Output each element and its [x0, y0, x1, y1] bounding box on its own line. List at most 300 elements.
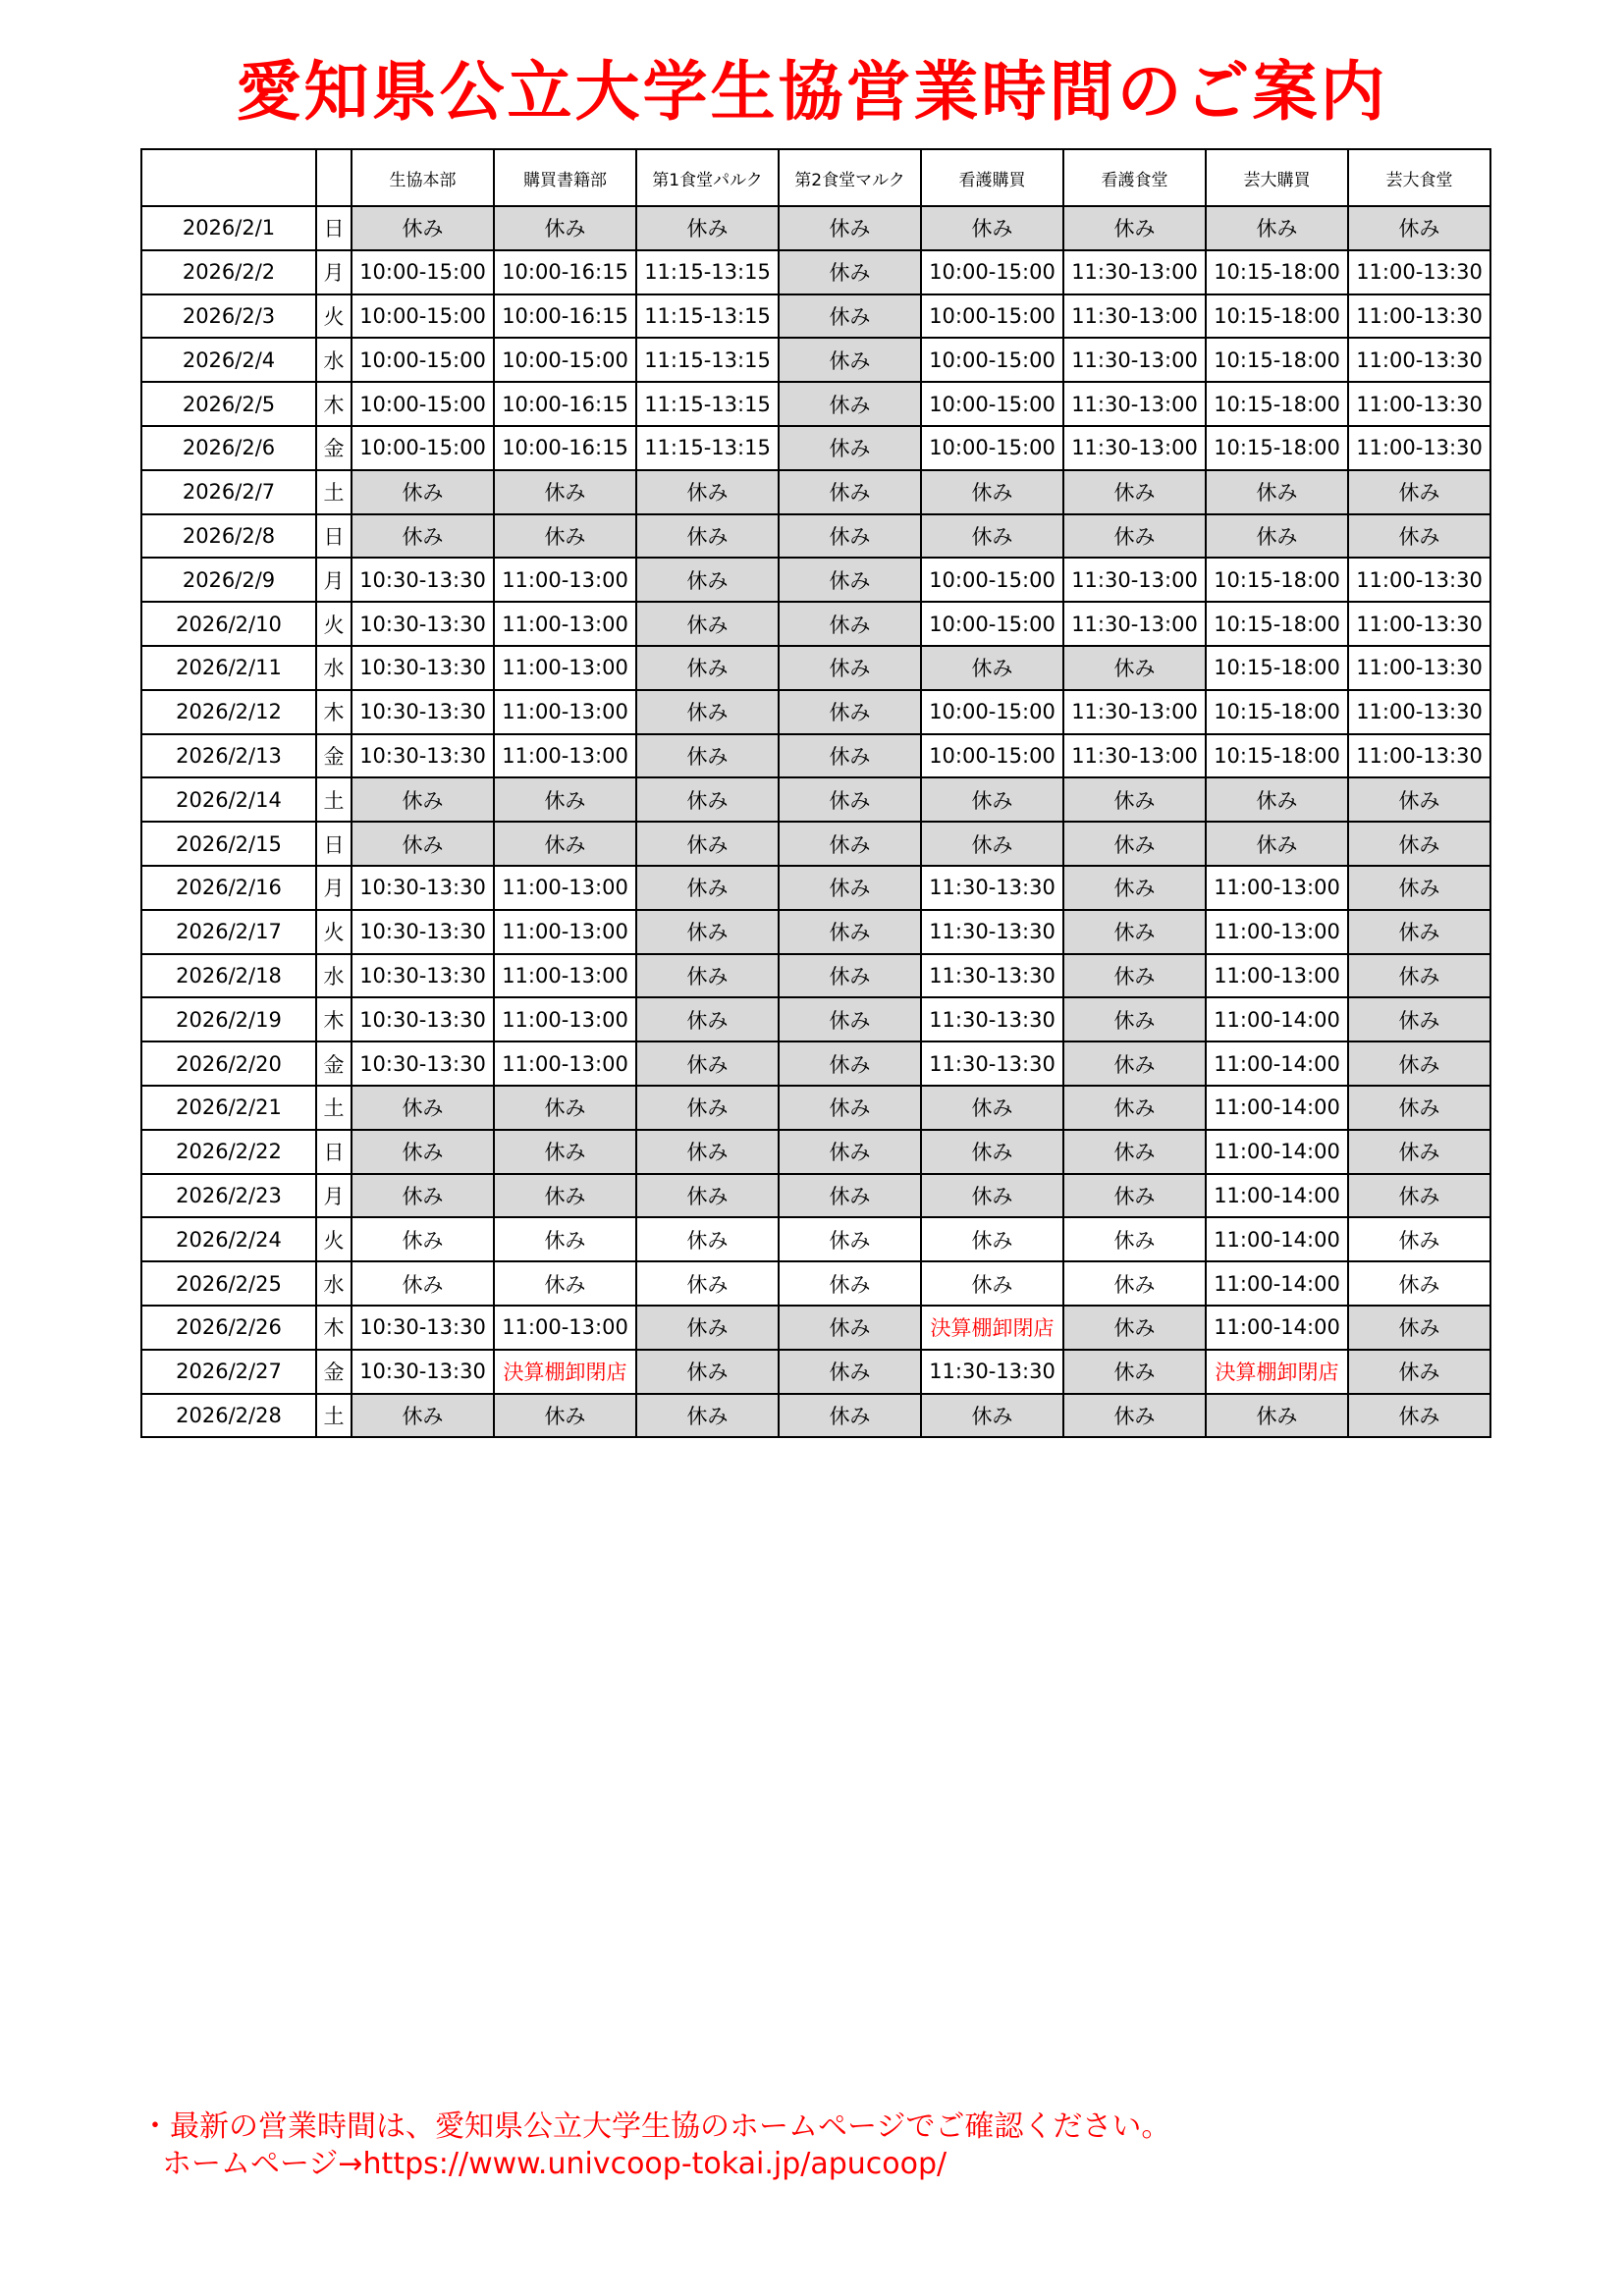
hours-cell: 11:30-13:00 [1063, 294, 1206, 339]
table-row [141, 294, 1490, 339]
hours-cell: 休み [636, 1394, 779, 1438]
hours-cell: 11:00-14:00 [1206, 1086, 1348, 1130]
hours-cell: 11:00-13:00 [494, 866, 636, 910]
hours-cell: 休み [779, 1217, 921, 1261]
hours-cell: 11:15-13:15 [636, 294, 779, 339]
hours-cell: 休み [779, 1394, 921, 1438]
table-row [141, 997, 1490, 1041]
weekday-cell: 土 [316, 1086, 352, 1130]
hours-cell: 10:30-13:30 [352, 1306, 494, 1350]
date-cell: 2026/2/9 [141, 558, 316, 602]
hours-cell: 10:30-13:30 [352, 954, 494, 998]
weekday-cell: 日 [316, 206, 352, 250]
table-row [141, 206, 1490, 250]
hours-cell: 11:15-13:15 [636, 382, 779, 426]
hours-cell: 休み [779, 822, 921, 866]
table-row [141, 1174, 1490, 1218]
hours-cell: 11:00-13:30 [1348, 690, 1490, 734]
hours-cell: 休み [1063, 1217, 1206, 1261]
table-row [141, 777, 1490, 822]
weekday-cell: 金 [316, 734, 352, 778]
date-cell: 2026/2/5 [141, 382, 316, 426]
hours-cell: 休み [779, 1350, 921, 1394]
hours-cell: 休み [636, 206, 779, 250]
hours-cell: 10:00-15:00 [352, 294, 494, 339]
hours-cell: 休み [779, 558, 921, 602]
date-cell: 2026/2/19 [141, 997, 316, 1041]
table-row [141, 558, 1490, 602]
hours-cell: 11:00-13:00 [1206, 954, 1348, 998]
hours-cell: 休み [494, 822, 636, 866]
hours-cell: 10:15-18:00 [1206, 690, 1348, 734]
hours-cell: 休み [636, 1174, 779, 1218]
hours-cell: 休み [1063, 1041, 1206, 1086]
hours-cell: 休み [1206, 1394, 1348, 1438]
hours-cell: 休み [779, 1174, 921, 1218]
hours-cell: 10:15-18:00 [1206, 734, 1348, 778]
hours-cell: 11:00-13:00 [494, 997, 636, 1041]
date-cell: 2026/2/11 [141, 646, 316, 690]
hours-cell: 11:00-13:00 [494, 910, 636, 954]
weekday-cell: 水 [316, 338, 352, 382]
table-row [141, 470, 1490, 514]
hours-cell: 休み [352, 1217, 494, 1261]
hours-cell: 休み [352, 1174, 494, 1218]
hours-cell: 休み [921, 206, 1063, 250]
hours-cell: 10:30-13:30 [352, 602, 494, 646]
table-row [141, 646, 1490, 690]
hours-cell: 10:30-13:30 [352, 734, 494, 778]
hours-cell: 11:30-13:30 [921, 997, 1063, 1041]
column-header: 看護購買 [921, 149, 1063, 206]
hours-cell: 10:00-15:00 [921, 734, 1063, 778]
hours-cell: 決算棚卸閉店 [494, 1350, 636, 1394]
date-cell: 2026/2/17 [141, 910, 316, 954]
hours-cell: 10:00-15:00 [352, 250, 494, 294]
date-cell: 2026/2/12 [141, 690, 316, 734]
hours-cell: 10:00-15:00 [921, 382, 1063, 426]
schedule-table [140, 148, 1491, 1438]
hours-cell: 休み [494, 1217, 636, 1261]
hours-cell: 休み [1063, 997, 1206, 1041]
weekday-cell: 火 [316, 294, 352, 339]
hours-cell: 休み [921, 1174, 1063, 1218]
date-cell: 2026/2/21 [141, 1086, 316, 1130]
hours-cell: 休み [494, 514, 636, 559]
hours-cell: 11:30-13:30 [921, 1350, 1063, 1394]
hours-cell: 11:00-13:30 [1348, 734, 1490, 778]
hours-cell: 休み [636, 954, 779, 998]
weekday-cell: 日 [316, 514, 352, 559]
hours-cell: 10:00-16:15 [494, 426, 636, 470]
hours-cell: 11:00-14:00 [1206, 1261, 1348, 1306]
hours-cell: 休み [779, 1041, 921, 1086]
hours-cell: 休み [1063, 1086, 1206, 1130]
hours-cell: 休み [779, 1086, 921, 1130]
weekday-cell: 火 [316, 602, 352, 646]
hours-cell: 休み [779, 338, 921, 382]
table-row [141, 1217, 1490, 1261]
hours-cell: 10:00-15:00 [921, 602, 1063, 646]
date-cell: 2026/2/13 [141, 734, 316, 778]
hours-cell: 11:00-14:00 [1206, 1041, 1348, 1086]
hours-cell: 休み [494, 206, 636, 250]
hours-cell: 11:00-13:30 [1348, 294, 1490, 339]
weekday-cell: 木 [316, 382, 352, 426]
hours-cell: 休み [779, 382, 921, 426]
hours-cell: 休み [779, 206, 921, 250]
hours-cell: 11:00-13:30 [1348, 426, 1490, 470]
hours-cell: 休み [1348, 1041, 1490, 1086]
hours-cell: 休み [636, 777, 779, 822]
hours-cell: 11:00-14:00 [1206, 997, 1348, 1041]
hours-cell: 10:00-15:00 [494, 338, 636, 382]
hours-cell: 決算棚卸閉店 [1206, 1350, 1348, 1394]
column-header: 生協本部 [352, 149, 494, 206]
hours-cell: 11:30-13:00 [1063, 602, 1206, 646]
hours-cell: 休み [1063, 1350, 1206, 1394]
weekday-cell: 金 [316, 426, 352, 470]
hours-cell: 11:00-13:30 [1348, 250, 1490, 294]
hours-cell: 10:30-13:30 [352, 690, 494, 734]
hours-cell: 10:00-15:00 [352, 382, 494, 426]
hours-cell: 11:30-13:00 [1063, 734, 1206, 778]
date-cell: 2026/2/1 [141, 206, 316, 250]
hours-cell: 休み [779, 1130, 921, 1174]
hours-cell: 休み [921, 1261, 1063, 1306]
weekday-cell: 木 [316, 1306, 352, 1350]
hours-cell: 休み [494, 470, 636, 514]
footer-line-1: ・最新の営業時間は、愛知県公立大学生協のホームページでご確認ください。 [140, 2109, 1171, 2144]
hours-cell: 休み [779, 1306, 921, 1350]
hours-cell: 休み [352, 514, 494, 559]
hours-cell: 10:15-18:00 [1206, 294, 1348, 339]
hours-cell: 10:15-18:00 [1206, 426, 1348, 470]
table-row [141, 1394, 1490, 1438]
date-cell: 2026/2/3 [141, 294, 316, 339]
hours-cell: 休み [1063, 1261, 1206, 1306]
hours-cell: 11:30-13:30 [921, 1041, 1063, 1086]
page-title: 愛知県公立大学生協営業時間のご案内 [236, 54, 1388, 130]
hours-cell: 休み [1348, 954, 1490, 998]
date-cell: 2026/2/2 [141, 250, 316, 294]
weekday-cell: 月 [316, 1174, 352, 1218]
hours-cell: 11:30-13:00 [1063, 426, 1206, 470]
hours-cell: 10:30-13:30 [352, 866, 494, 910]
date-cell: 2026/2/7 [141, 470, 316, 514]
hours-cell: 11:30-13:00 [1063, 338, 1206, 382]
hours-cell: 休み [1348, 1261, 1490, 1306]
hours-cell: 休み [636, 558, 779, 602]
hours-cell: 10:15-18:00 [1206, 602, 1348, 646]
hours-cell: 休み [1206, 470, 1348, 514]
date-cell: 2026/2/25 [141, 1261, 316, 1306]
hours-cell: 休み [352, 1086, 494, 1130]
hours-cell: 10:30-13:30 [352, 558, 494, 602]
date-cell: 2026/2/28 [141, 1394, 316, 1438]
hours-cell: 11:30-13:00 [1063, 558, 1206, 602]
hours-cell: 11:00-14:00 [1206, 1217, 1348, 1261]
hours-cell: 休み [636, 690, 779, 734]
hours-cell: 休み [1348, 910, 1490, 954]
hours-cell: 休み [1348, 206, 1490, 250]
hours-cell: 休み [1348, 997, 1490, 1041]
hours-cell: 休み [636, 1350, 779, 1394]
hours-cell: 10:15-18:00 [1206, 558, 1348, 602]
weekday-cell: 日 [316, 822, 352, 866]
hours-cell: 休み [779, 954, 921, 998]
hours-cell: 休み [1063, 646, 1206, 690]
hours-cell: 休み [1063, 1174, 1206, 1218]
hours-cell: 11:30-13:00 [1063, 250, 1206, 294]
hours-cell: 休み [636, 1217, 779, 1261]
table-row [141, 382, 1490, 426]
hours-cell: 休み [779, 294, 921, 339]
table-row [141, 1086, 1490, 1130]
hours-cell: 休み [1063, 1306, 1206, 1350]
hours-cell: 休み [921, 1217, 1063, 1261]
table-row [141, 1350, 1490, 1394]
hours-cell: 休み [779, 734, 921, 778]
hours-cell: 休み [352, 822, 494, 866]
hours-cell: 10:15-18:00 [1206, 646, 1348, 690]
hours-cell: 11:30-13:30 [921, 910, 1063, 954]
hours-cell: 休み [921, 1394, 1063, 1438]
hours-cell: 休み [779, 426, 921, 470]
weekday-cell: 木 [316, 997, 352, 1041]
hours-cell: 11:15-13:15 [636, 338, 779, 382]
hours-cell: 10:30-13:30 [352, 646, 494, 690]
date-cell: 2026/2/14 [141, 777, 316, 822]
hours-cell: 休み [779, 602, 921, 646]
hours-cell: 休み [494, 1261, 636, 1306]
hours-cell: 休み [1063, 1130, 1206, 1174]
hours-cell: 休み [352, 470, 494, 514]
hours-cell: 休み [921, 646, 1063, 690]
weekday-cell: 火 [316, 1217, 352, 1261]
hours-cell: 休み [1348, 1174, 1490, 1218]
hours-cell: 休み [352, 1130, 494, 1174]
table-row [141, 1041, 1490, 1086]
date-cell: 2026/2/26 [141, 1306, 316, 1350]
hours-cell: 11:30-13:30 [921, 954, 1063, 998]
hours-cell: 休み [1063, 514, 1206, 559]
hours-cell: 休み [1063, 910, 1206, 954]
hours-cell: 11:00-13:00 [494, 690, 636, 734]
weekday-cell: 水 [316, 954, 352, 998]
hours-cell: 休み [1206, 822, 1348, 866]
hours-cell: 11:00-13:30 [1348, 558, 1490, 602]
date-cell: 2026/2/23 [141, 1174, 316, 1218]
hours-cell: 10:00-15:00 [921, 250, 1063, 294]
hours-cell: 休み [352, 777, 494, 822]
column-header: 第1食堂パルク [636, 149, 779, 206]
date-cell: 2026/2/22 [141, 1130, 316, 1174]
weekday-cell: 金 [316, 1041, 352, 1086]
date-cell: 2026/2/10 [141, 602, 316, 646]
hours-cell: 11:00-13:00 [494, 1041, 636, 1086]
hours-cell: 休み [636, 1306, 779, 1350]
hours-cell: 休み [1348, 1086, 1490, 1130]
hours-cell: 休み [921, 1086, 1063, 1130]
hours-cell: 休み [779, 866, 921, 910]
table-row [141, 822, 1490, 866]
hours-cell: 決算棚卸閉店 [921, 1306, 1063, 1350]
hours-cell: 11:00-13:30 [1348, 382, 1490, 426]
weekday-cell: 木 [316, 690, 352, 734]
hours-cell: 休み [1063, 954, 1206, 998]
table-row [141, 690, 1490, 734]
hours-cell: 11:00-13:00 [1206, 866, 1348, 910]
date-cell: 2026/2/24 [141, 1217, 316, 1261]
hours-cell: 休み [636, 602, 779, 646]
table-row [141, 426, 1490, 470]
hours-cell: 休み [494, 1174, 636, 1218]
hours-cell: 11:15-13:15 [636, 426, 779, 470]
hours-cell: 休み [636, 910, 779, 954]
date-cell: 2026/2/4 [141, 338, 316, 382]
hours-cell: 休み [1206, 514, 1348, 559]
hours-cell: 休み [1063, 1394, 1206, 1438]
table-row [141, 734, 1490, 778]
hours-cell: 10:30-13:30 [352, 1350, 494, 1394]
hours-cell: 11:00-13:00 [494, 954, 636, 998]
hours-cell: 休み [636, 997, 779, 1041]
weekday-cell: 水 [316, 1261, 352, 1306]
weekday-cell: 土 [316, 470, 352, 514]
weekday-cell: 火 [316, 910, 352, 954]
hours-cell: 休み [779, 514, 921, 559]
table-row [141, 1130, 1490, 1174]
hours-cell: 休み [779, 250, 921, 294]
hours-cell: 11:00-14:00 [1206, 1130, 1348, 1174]
hours-cell: 休み [921, 822, 1063, 866]
date-cell: 2026/2/8 [141, 514, 316, 559]
hours-cell: 11:30-13:00 [1063, 382, 1206, 426]
hours-cell: 休み [921, 514, 1063, 559]
column-header: 看護食堂 [1063, 149, 1206, 206]
hours-cell: 休み [494, 1086, 636, 1130]
hours-cell: 休み [921, 470, 1063, 514]
hours-cell: 休み [779, 910, 921, 954]
table-row [141, 1306, 1490, 1350]
hours-cell: 休み [1348, 1217, 1490, 1261]
hours-cell: 休み [636, 1130, 779, 1174]
hours-cell: 10:15-18:00 [1206, 250, 1348, 294]
hours-cell: 休み [636, 866, 779, 910]
hours-cell: 休み [1348, 1130, 1490, 1174]
table-row [141, 602, 1490, 646]
hours-cell: 休み [779, 777, 921, 822]
hours-cell: 休み [1348, 777, 1490, 822]
date-cell: 2026/2/15 [141, 822, 316, 866]
weekday-cell: 日 [316, 1130, 352, 1174]
weekday-cell: 月 [316, 250, 352, 294]
hours-cell: 休み [636, 514, 779, 559]
hours-cell: 11:15-13:15 [636, 250, 779, 294]
hours-cell: 11:00-14:00 [1206, 1174, 1348, 1218]
hours-cell: 10:15-18:00 [1206, 382, 1348, 426]
hours-cell: 11:00-13:00 [494, 602, 636, 646]
column-header: 購買書籍部 [494, 149, 636, 206]
hours-cell: 休み [1348, 1306, 1490, 1350]
date-cell: 2026/2/18 [141, 954, 316, 998]
weekday-cell: 月 [316, 558, 352, 602]
column-header: 第2食堂マルク [779, 149, 921, 206]
date-cell: 2026/2/27 [141, 1350, 316, 1394]
hours-cell: 11:00-13:00 [494, 1306, 636, 1350]
hours-cell: 11:00-13:30 [1348, 338, 1490, 382]
hours-cell: 11:00-14:00 [1206, 1306, 1348, 1350]
hours-cell: 休み [779, 997, 921, 1041]
hours-cell: 休み [636, 822, 779, 866]
hours-cell: 休み [1348, 1350, 1490, 1394]
hours-cell: 11:00-13:00 [494, 734, 636, 778]
hours-cell: 休み [1348, 1394, 1490, 1438]
table-row [141, 866, 1490, 910]
hours-cell: 休み [921, 777, 1063, 822]
hours-cell: 10:00-15:00 [921, 426, 1063, 470]
table-row [141, 250, 1490, 294]
hours-cell: 11:00-13:30 [1348, 646, 1490, 690]
hours-cell: 休み [779, 646, 921, 690]
hours-cell: 休み [1348, 514, 1490, 559]
hours-cell: 休み [494, 1394, 636, 1438]
table-row [141, 1261, 1490, 1306]
hours-cell: 休み [1063, 470, 1206, 514]
table-row [141, 954, 1490, 998]
footer-note [140, 2109, 1170, 2183]
table-row [141, 514, 1490, 559]
footer-line-2: ホームページ→https://www.univcoop-tokai.jp/apucoop/ [162, 2147, 947, 2181]
hours-cell: 休み [1063, 777, 1206, 822]
column-header: 芸大購買 [1206, 149, 1348, 206]
hours-cell: 11:30-13:00 [1063, 690, 1206, 734]
hours-cell: 10:15-18:00 [1206, 338, 1348, 382]
hours-cell: 11:00-13:00 [494, 646, 636, 690]
header-date [141, 149, 316, 206]
hours-cell: 休み [1348, 866, 1490, 910]
hours-cell: 10:00-15:00 [352, 338, 494, 382]
weekday-cell: 金 [316, 1350, 352, 1394]
hours-cell: 休み [779, 470, 921, 514]
header-row [141, 149, 1490, 206]
hours-cell: 11:00-13:00 [1206, 910, 1348, 954]
weekday-cell: 土 [316, 1394, 352, 1438]
hours-cell: 休み [494, 777, 636, 822]
hours-cell: 10:00-15:00 [921, 338, 1063, 382]
hours-cell: 休み [636, 646, 779, 690]
date-cell: 2026/2/20 [141, 1041, 316, 1086]
date-cell: 2026/2/6 [141, 426, 316, 470]
hours-cell: 休み [779, 690, 921, 734]
hours-cell: 10:00-16:15 [494, 250, 636, 294]
weekday-cell: 水 [316, 646, 352, 690]
hours-cell: 10:30-13:30 [352, 910, 494, 954]
column-header: 芸大食堂 [1348, 149, 1490, 206]
hours-cell: 休み [636, 1261, 779, 1306]
hours-cell: 休み [1206, 777, 1348, 822]
hours-cell: 休み [636, 1086, 779, 1130]
hours-cell: 休み [921, 1130, 1063, 1174]
weekday-cell: 月 [316, 866, 352, 910]
hours-cell: 休み [636, 1041, 779, 1086]
hours-cell: 11:30-13:30 [921, 866, 1063, 910]
hours-cell: 休み [1348, 470, 1490, 514]
hours-cell: 10:00-15:00 [921, 690, 1063, 734]
hours-cell: 休み [1206, 206, 1348, 250]
hours-cell: 休み [352, 206, 494, 250]
